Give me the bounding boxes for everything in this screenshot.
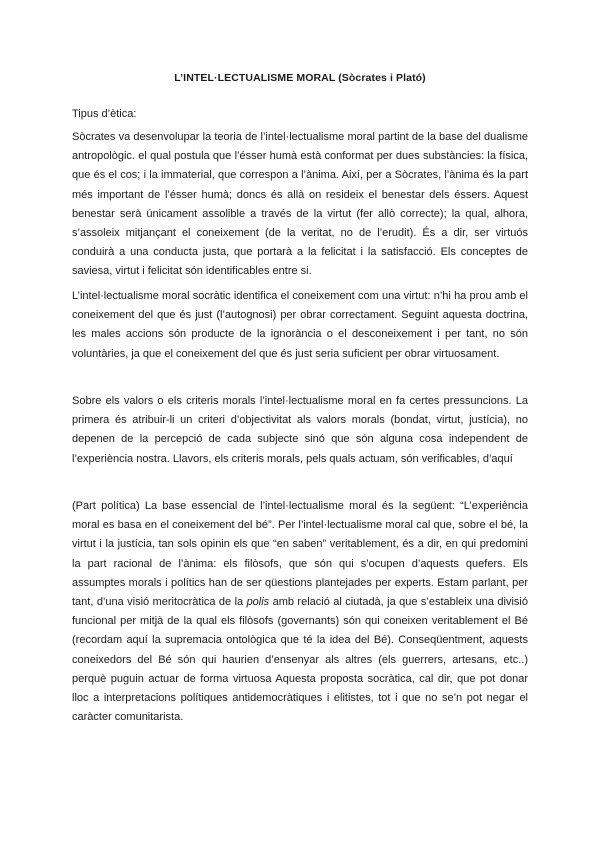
polis-term: polis (246, 596, 270, 609)
ethics-type-heading: Tipus d’ètica: (72, 108, 137, 120)
document-title: L’INTEL·LECTUALISME MORAL (Sòcrates i Plató) (174, 72, 426, 84)
political-part-text-a: (Part política) La base essencial de l’intel·lectualisme moral és la següent: “L’experiència moral es basa en el coneixement del bé”. Per l’intel·lectualisme moral cal que, sobre el bé, la virtut i la justícia, tan sols opinin els que “en saben” veritablement, és a dir, en qui predomini la part racional de l’ànima: els filòsofs, que són qui s’ocupen d’aquests quefers. Els assumptes morals i polítics han de ser qüestions plantejades per experts. Estam parlant, per tant, d’una visió meritocràtica de la (72, 500, 528, 609)
paragraph-knowledge-virtue: L’intel·lectualisme moral socràtic identifica el coneixement com una virtut: n’hi ha prou amb el coneixement del que és just (l’autognosi) per obrar correctament. Seguint aquesta doctrina, les males accions són producte de la ignorància o el desconeixement i per tant, no són voluntàries, ja que el coneixement del que és just seria suficient per obrar virtuosament. (72, 290, 528, 360)
paragraph-moral-values: Sobre els valors o els criteris morals l’intel·lectualisme moral en fa certes pressuncions. La primera és atribuir-li un criteri d’objectivitat als valors morals (bondat, virtut, justícia), no depenen de la percepció de cada subjecte sinó que són alguna cosa independent de l’experiència nostra. Llavors, els criteris morals, pels quals actuam, són verificables, d’aquí (72, 395, 528, 465)
political-part-text-b: amb relació al ciutadà, ja que s’estableix una divisió funcional per mitjà de la qual els filòsofs (governants) són qui coneixen veritablement el Bé (recordam aquí la supremacia ontològica que té la idea del Bé). Conseqüentment, aquests coneixedors del Bé són qui haurien d’ensenyar als altres (els guerrers, artesans, etc..) perquè puguin actuar de forma virtuosa Aquesta proposta socràtica, cal dir, que pot donar lloc a interpretacions polítiques antidemocràtiques i elitistes, tot i que no se’n pot negar el caràcter comunitarista. (72, 596, 528, 724)
paragraph-dualism: Sòcrates va desenvolupar la teoria de l’intel·lectualisme moral partint de la base del dualisme antropològic. el qual postula que l’ésser humà està conformat per dues substàncies: la física, que és el cos; i la immaterial, que correspon a l’ànima. Així, per a Sòcrates, l’ànima és la part més important de l’ésser humà; doncs és allà on resideix el benestar dels éssers. Aquest benestar serà únicament assolible a través de la virtut (fer allò correcte); la qual, alhora, s’assoleix mitjançant el coneixement (de la veritat, no de l’erudit). És a dir, ser virtuós conduirà a una conducta justa, que portarà a la felicitat i la satisfacció. Els conceptes de saviesa, virtut i felicitat són identificables entre si. (72, 131, 528, 278)
paragraph-political-part (72, 497, 528, 727)
